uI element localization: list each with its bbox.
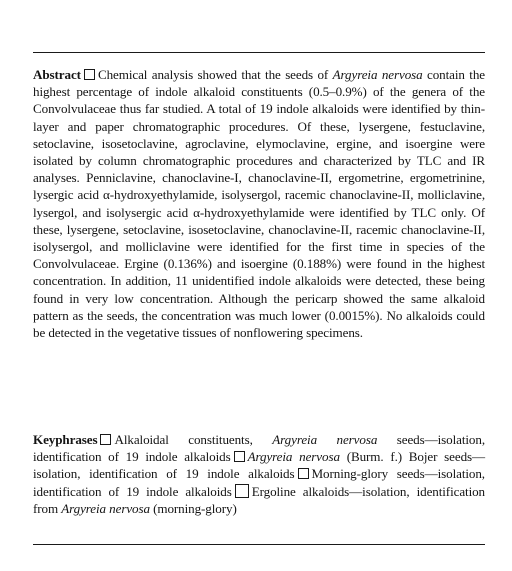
keyphrase-2-species: Argyreia nervosa xyxy=(247,449,340,465)
keyphrase-1-rest: seeds—isolation, identification of 19 indole alkaloids xyxy=(33,432,485,465)
abstract-text-2: contain the highest percentage of indole alkaloid constituents (0.5–0.9%) of the genera of the Convolvulaceae thus far studied. A total of 19 indole alkaloids were identified by thin-layer and paper chromatographic procedures. Of these, lysergene, festuclavine, setoclavine, isosetoclavine, agroclavine, elymoclavine, ergine, and isoergine were isolated by column chromatographic procedures and characterized by TLC and IR analyses. Penniclavine, chanoclavine-I, chanoclavine-II, ergometrine, ergometrinine, lysergic acid α-hydroxyethylamide, isolysergol, racemic chanoclavine-II, molliclavine, lysergol, and isolysergic acid α-hydroxyethylamide were identified by TLC only. Of these, lysergene, setoclavine, isosetoclavine, chanoclavine-II, racemic chanoclavine-II, isolysergol, and molliclavine were identified for the first time in species of the Convolvulaceae. Ergine (0.136%) and isoergine (0.188%) were found in the highest concentration. In addition, 11 unidentified indole alkaloids were detected, these being found in very low concentration. Although the pericarp showed the same alkaloid pattern as the seeds, the concentration was much lower (0.0015%). No alkaloids could be detected in the vegetative tissues of nonflowering specimens. xyxy=(33,67,485,341)
keyphrase-4-rest: (morning-glory) xyxy=(149,500,237,516)
keyphrases-heading: Keyphrases xyxy=(33,432,98,447)
keyphrase-1-species: Argyreia nervosa xyxy=(272,432,378,447)
species-name: Argyreia nervosa xyxy=(332,67,423,82)
keyphrase-4: Ergoline alkaloids—isolation, identification from xyxy=(33,483,485,516)
separator-box-icon xyxy=(100,434,111,445)
abstract-heading: Abstract xyxy=(33,67,81,82)
keyphrase-2-rest: (Burm. f.) Bojer seeds—isolation, identification of 19 indole alkaloids xyxy=(33,449,486,482)
separator-box-icon xyxy=(298,468,309,479)
abstract-paragraph xyxy=(33,66,485,341)
separator-box-icon xyxy=(234,451,245,462)
abstract-text-1: Chemical analysis showed that the seeds of xyxy=(97,67,333,82)
keyphrase-1: Alkaloidal constituents, xyxy=(114,432,273,447)
top-rule xyxy=(33,52,485,53)
keyphrase-3: Morning-glory seeds—isolation, identification of 19 indole alkaloids xyxy=(33,466,485,499)
bottom-rule xyxy=(33,544,485,545)
keyphrase-4-species: Argyreia nervosa xyxy=(61,500,150,516)
separator-box-icon xyxy=(84,69,95,80)
separator-box-icon xyxy=(235,484,249,498)
keyphrases-paragraph xyxy=(33,431,485,517)
